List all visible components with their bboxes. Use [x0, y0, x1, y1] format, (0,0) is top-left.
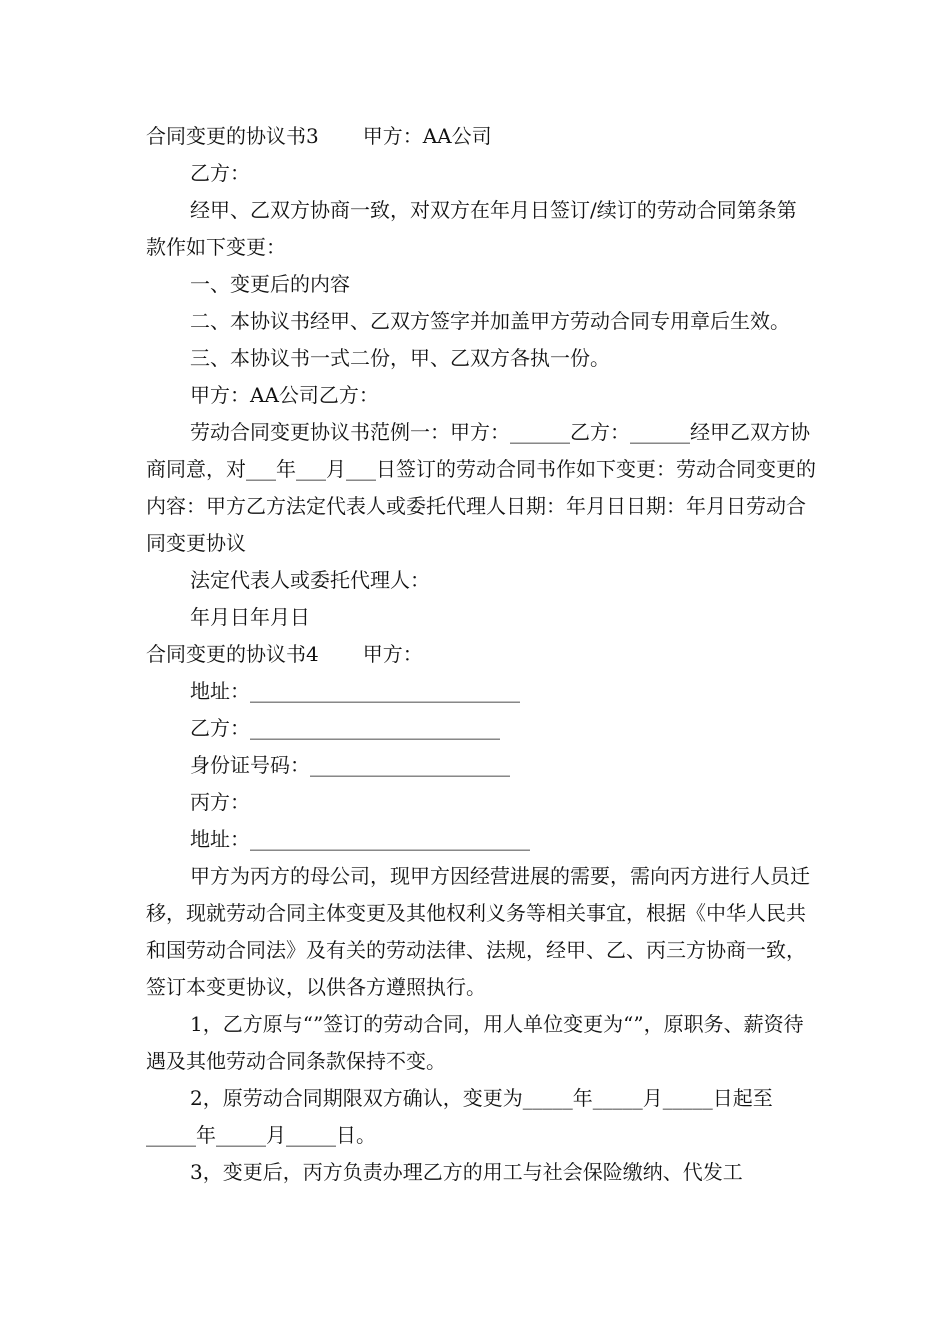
section3-party-b: 乙方： [190, 161, 250, 185]
section4-party-b: 乙方：_________________________ [190, 716, 500, 740]
section3-dates: 年月日年月日 [190, 605, 310, 629]
section4-id-number: 身份证号码：____________________ [190, 753, 510, 777]
section4-address-c: 地址：____________________________ [190, 827, 530, 851]
section3-heading-line [146, 118, 816, 155]
section4-heading: 合同变更的协议书4 [146, 642, 319, 666]
section4-clause-3: 3，变更后，丙方负责办理乙方的用工与社会保险缴纳、代发工 [190, 1160, 743, 1184]
section4-party-a: 甲方： [362, 642, 423, 666]
document-body [146, 118, 816, 1191]
section3-party-a: 甲方：AA公司 [362, 124, 492, 148]
section3-item-1: 一、变更后的内容 [190, 272, 350, 296]
section3-intro: 经甲、乙双方协商一致，对双方在年月日签订/续订的劳动合同第条第款作如下变更： [146, 198, 797, 259]
section4-clause-1: 1，乙方原与“”签订的劳动合同，用人单位变更为“”，原职务、薪资待遇及其他劳动合同条款保持不变。 [146, 1012, 804, 1073]
section3-signature-line: 甲方：AA公司乙方： [190, 383, 379, 407]
section4-heading-line [146, 636, 816, 673]
section3-example: 劳动合同变更协议书范例一：甲方：______乙方：______经甲乙双方协商同意，对___年___月___日签订的劳动合同书作如下变更：劳动合同变更的内容：甲方乙方法定代表人或委托代理人日期：年月日日期：年月日劳动合同变更协议 [146, 420, 816, 555]
section3-item-2: 二、本协议书经甲、乙双方签字并加盖甲方劳动合同专用章后生效。 [190, 309, 790, 333]
section3-heading: 合同变更的协议书3 [146, 124, 319, 148]
section4-body: 甲方为丙方的母公司，现甲方因经营进展的需要，需向丙方进行人员迁移，现就劳动合同主体变更及其他权利义务等相关事宜，根据《中华人民共和国劳动合同法》及有关的劳动法律、法规，经甲、乙、丙三方协商一致，签订本变更协议，以供各方遵照执行。 [146, 864, 810, 999]
section3-representative: 法定代表人或委托代理人： [190, 568, 430, 592]
section4-address-a: 地址：___________________________ [190, 679, 520, 703]
section3-item-3: 三、本协议书一式二份，甲、乙双方各执一份。 [190, 346, 610, 370]
section4-party-c: 丙方： [190, 790, 250, 814]
section4-clause-2: 2，原劳动合同期限双方确认，变更为_____年_____月_____日起至_____年_____月_____日。 [146, 1086, 773, 1147]
